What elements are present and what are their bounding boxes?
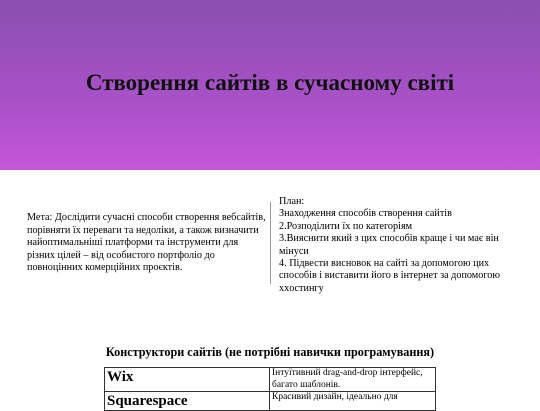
- title-banner: [0, 0, 540, 170]
- builder-name: Wix: [105, 368, 270, 392]
- table-row: [105, 368, 436, 392]
- table-row: [105, 392, 436, 411]
- column-divider: [270, 202, 271, 284]
- plan-item: Знаходження способів створення сайтів: [279, 208, 452, 220]
- plan-heading: План:: [279, 196, 305, 207]
- builder-name: Squarespace: [105, 392, 270, 411]
- goal-text: Мета: Дослідити сучасні способи створення вебсайтів, порівняти їх переваги та недоліки, а також визначити найоптимальніші платформи та інструменти для різних цілей – від особистого портфоліо до повноцінних комерційних проєктів.: [27, 212, 266, 273]
- builder-description: Інтуїтивний drag-and-drop інтерфейс, багато шаблонів.: [270, 368, 436, 392]
- builder-description: Красивий дизайн, ідеально для: [270, 392, 436, 411]
- builders-table: [104, 367, 436, 411]
- plan-item: 4. Підвести висновок на сайті за допомогою цих способів і виставити його в інтернет за допомогою хxостингу: [279, 258, 500, 294]
- plan-item: 2.Розподілити їх по категоріям: [279, 220, 413, 232]
- section-title: Конструктори сайтів (не потрібні навички програмування): [105, 345, 435, 359]
- plan-item: 3.Вияснити який з цих способів краще і чи має він мінуси: [279, 233, 499, 257]
- slide-title: Створення сайтів в сучасному світі: [85, 70, 455, 95]
- plan-block: [279, 196, 524, 295]
